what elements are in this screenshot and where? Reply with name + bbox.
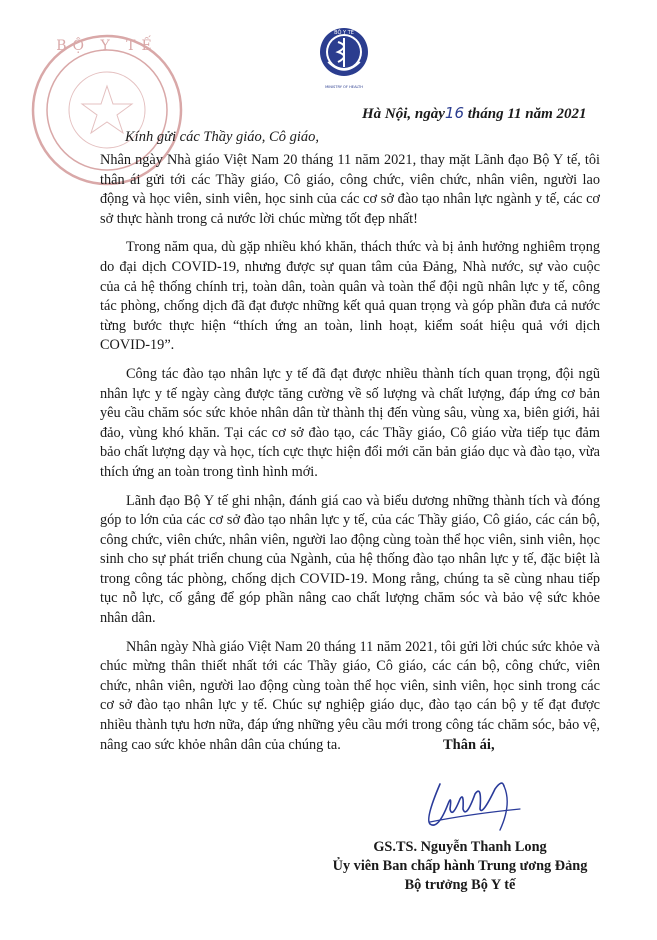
date-prefix: Hà Nội, ngày <box>362 106 445 122</box>
paragraph-5: Nhân ngày Nhà giáo Việt Nam 20 tháng 11 năm 2021, tôi gửi lời chúc sức khỏe và chúc mừng thân thiết nhất tới các Thầy giáo, Cô giáo, các cán bộ, công chức, viên chức, nhân viên, người lao động cùng toàn thể học viên, sinh viên, học sinh trong các cơ sở đào tạo nhân lực y tế. Chúc sự nghiệp giáo dục, đào tạo cán bộ y tế đạt được nhiều thành tựu hơn nữa, đáp ứng những yêu cầu mới trong công tác chăm sóc, bảo vệ, nâng cao sức khỏe nhân dân của chúng ta. <box>100 638 600 753</box>
date-line <box>362 104 622 123</box>
letter-body <box>100 151 600 764</box>
signatory-role-party: Ủy viên Ban chấp hành Trung ương Đảng <box>332 858 588 874</box>
paragraph-4: Lãnh đạo Bộ Y tế ghi nhận, đánh giá cao và biểu dương những thành tích và đóng góp to lớn của các cơ sở đào tạo nhân lực y tế, của các Thầy giáo, Cô giáo, các cán bộ, công chức, viên chức, nhân viên, người lao động cùng toàn thể học viên, sinh viên, học sinh cho sự phát triển chung của Ngành, của hệ thống đào tạo nhân lực y tế, đặc biệt là trong công tác phòng, chống dịch COVID-19. Mong rằng, chúng ta sẽ cùng nhau tiếp tục nỗ lực, cố gắng để góp phần nâng cao chất lượng chăm sóc và bảo vệ sức khỏe nhân dân. <box>100 492 600 627</box>
handwritten-signature <box>400 764 550 834</box>
logo-top-text: BỘ Y TẾ <box>334 30 354 36</box>
greeting: Kính gửi các Thầy giáo, Cô giáo, <box>125 129 319 145</box>
signatory-name: GS.TS. Nguyễn Thanh Long <box>373 839 547 855</box>
date-day-handwritten: 16 <box>444 104 465 122</box>
signatory-role-minister: Bộ trưởng Bộ Y tế <box>404 877 516 893</box>
date-suffix: tháng 11 năm 2021 <box>467 106 587 122</box>
ministry-of-health-logo <box>318 22 370 94</box>
closing-salutation: Thân ái, <box>443 737 495 753</box>
paragraph-1: Nhân ngày Nhà giáo Việt Nam 20 tháng 11 năm 2021, thay mặt Lãnh đạo Bộ Y tế, tôi thân ái gửi tới các Thầy giáo, Cô giáo, công chức, viên chức, nhân viên, người lao động và học viên, sinh viên, học sinh của các cơ sở đào tạo nhân lực ngành y tế, các cơ sở thực hành trong cả nước lời chúc mừng tốt đẹp nhất! <box>100 152 600 227</box>
stamp-text: BỘ Y TẾ <box>56 38 158 54</box>
signatory-block <box>300 838 620 895</box>
paragraph-3: Công tác đào tạo nhân lực y tế đã đạt được nhiều thành tích quan trọng, đội ngũ nhân lực y tế ngày càng được tăng cường về số lượng và chất lượng, đáp ứng cơ bản yêu cầu chăm sóc sức khỏe nhân dân từ thành thị đến vùng sâu, vùng xa, biên giới, hải đảo, vùng khó khăn. Tại các cơ sở đào tạo, các Thầy giáo, Cô giáo vừa tiếp tục đảm bảo chất lượng dạy và học, tích cực thực hiện đổi mới căn bản giáo dục và đào tạo, vừa thích ứng an toàn trong tình hình mới. <box>100 365 600 480</box>
paragraph-2: Trong năm qua, dù gặp nhiều khó khăn, thách thức và bị ảnh hưởng nghiêm trọng do đại dịch COVID-19, nhưng được sự quan tâm của Đảng, Nhà nước, sự vào cuộc của cả hệ thống chính trị, toàn dân, toàn quân và toàn thể đội ngũ nhân lực y tế, công tác phòng, chống dịch đã đạt được những kết quả quan trọng và góp phần đưa cả nước từng bước thực hiện “thích ứng an toàn, linh hoạt, kiểm soát hiệu quả với dịch COVID-19”. <box>100 239 600 354</box>
logo-bottom-text: MINISTRY OF HEALTH <box>325 85 363 89</box>
